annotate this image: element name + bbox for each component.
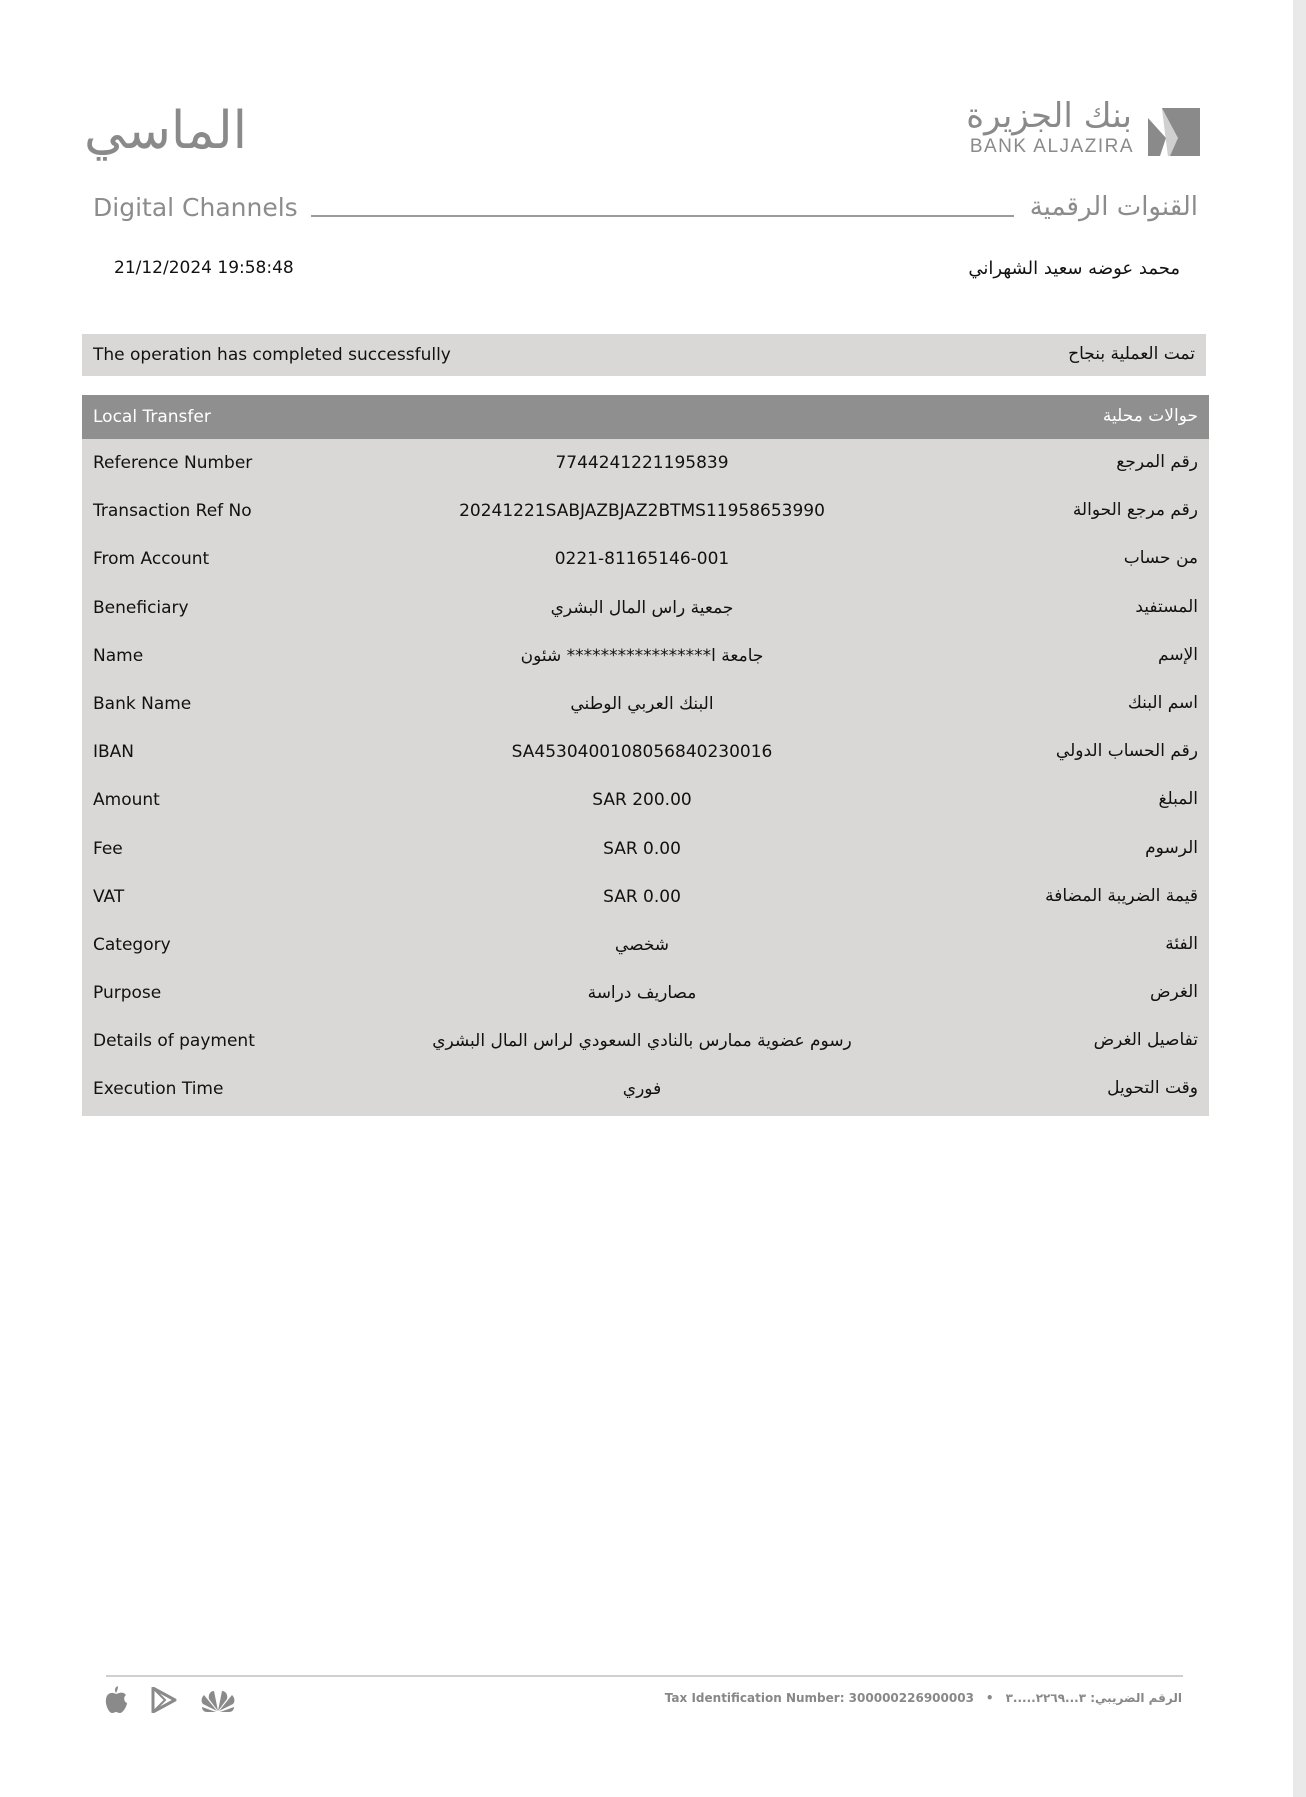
table-row (82, 969, 1209, 1017)
table-row (82, 1065, 1209, 1113)
table-row (82, 776, 1209, 824)
row-label: Amount (93, 790, 160, 811)
table-row (82, 1017, 1209, 1065)
row-value: فوري (622, 1079, 662, 1100)
row-label: Fee (93, 838, 123, 859)
transaction-datetime: 21/12/2024 19:58:48 (114, 258, 294, 278)
row-label: Category (93, 934, 171, 955)
huawei-icon[interactable] (200, 1687, 236, 1717)
row-label: Bank Name (93, 693, 192, 714)
table-row (82, 584, 1209, 632)
row-value: SAR 0.00 (603, 886, 681, 907)
success-message-ar: تمت العملية بنجاح (1068, 344, 1195, 364)
table-row (82, 728, 1209, 776)
bank-aljazira-logo (960, 96, 1200, 162)
almasi-logo: الماسي (84, 101, 248, 161)
row-label: Name (93, 645, 144, 666)
row-label: Purpose (93, 983, 162, 1004)
row-value: 20241221SABJAZBJAZ2BTMS11958653990 (459, 501, 825, 522)
table-row (82, 632, 1209, 680)
row-value: البنك العربي الوطني (570, 693, 714, 714)
bank-sail-icon (1148, 108, 1200, 158)
row-label: Reference Number (93, 453, 253, 473)
row-label: Transaction Ref No (93, 501, 252, 522)
table-header (82, 395, 1209, 439)
row-label-ar: قيمة الضريبة المضافة (1045, 885, 1198, 906)
table-title-ar: حوالات محلية (1102, 406, 1198, 426)
page-edge (1293, 0, 1306, 1797)
row-label-ar: المبلغ (1158, 789, 1198, 810)
row-label-ar: تفاصيل الغرض (1093, 1030, 1198, 1051)
table-row (82, 680, 1209, 728)
row-label-ar: الإسم (1158, 644, 1198, 665)
row-label-ar: الغرض (1149, 982, 1198, 1003)
row-label: Details of payment (93, 1031, 255, 1052)
play-store-icon[interactable] (151, 1687, 177, 1717)
table-row (82, 825, 1209, 873)
row-label-ar: رقم مرجع الحوالة (1072, 500, 1198, 521)
digital-channels-title: Digital Channels (93, 193, 298, 222)
row-value: SA4530400108056840230016 (511, 742, 773, 763)
row-label: IBAN (93, 742, 135, 763)
bank-logo-arabic: بنك الجزيرة (966, 96, 1132, 136)
row-value: 0221-81165146-001 (554, 549, 730, 570)
row-value: جامعة ا***************** شئون (520, 645, 764, 666)
bank-logo-english: BANK ALJAZIRA (969, 136, 1134, 157)
row-label-ar: المستفيد (1135, 596, 1198, 617)
table-row (82, 535, 1209, 583)
tax-separator: • (985, 1691, 994, 1705)
table-row (82, 921, 1209, 969)
row-label: From Account (93, 549, 210, 570)
table-row (82, 487, 1209, 535)
row-value: SAR 0.00 (603, 838, 681, 859)
row-label-ar: وقت التحويل (1107, 1078, 1198, 1099)
row-label-ar: رقم المرجع (1116, 452, 1198, 472)
digital-channels-title-ar: القنوات الرقمية (1029, 192, 1198, 222)
row-label: Execution Time (93, 1079, 224, 1100)
row-label-ar: الرسوم (1145, 837, 1198, 858)
transfer-details-table (82, 395, 1209, 1116)
row-label: VAT (93, 886, 125, 907)
footer-divider (106, 1675, 1183, 1677)
table-title: Local Transfer (93, 407, 211, 427)
row-value: 7744241221195839 (555, 453, 729, 473)
row-label: Beneficiary (93, 597, 189, 618)
tax-id (665, 1691, 1182, 1705)
tax-id-english: Tax Identification Number: 300000226900003 (664, 1691, 974, 1705)
customer-name: محمد عوضه سعيد الشهراني (968, 258, 1180, 279)
tax-id-arabic: الرقم الضريبي: ٣...٢٢٦٩.....٣ (1005, 1691, 1182, 1705)
row-label-ar: اسم البنك (1127, 692, 1198, 713)
row-value: مصاريف دراسة (587, 983, 697, 1004)
success-message: The operation has completed successfully (93, 345, 451, 365)
apple-icon[interactable] (104, 1686, 128, 1718)
row-label-ar: رقم الحساب الدولي (1055, 741, 1198, 762)
row-value: جمعية راس المال البشري (550, 597, 734, 618)
app-store-icons (104, 1686, 254, 1716)
row-label-ar: الفئة (1165, 933, 1198, 954)
row-value: رسوم عضوية ممارس بالنادي السعودي لراس المال البشري (432, 1031, 852, 1052)
table-row (82, 439, 1209, 487)
success-banner (82, 334, 1206, 376)
header-divider (311, 215, 1014, 217)
table-body (82, 439, 1209, 1116)
row-value: SAR 200.00 (592, 790, 692, 811)
row-label-ar: من حساب (1123, 548, 1198, 569)
table-row (82, 873, 1209, 921)
row-value: شخصي (614, 934, 670, 955)
